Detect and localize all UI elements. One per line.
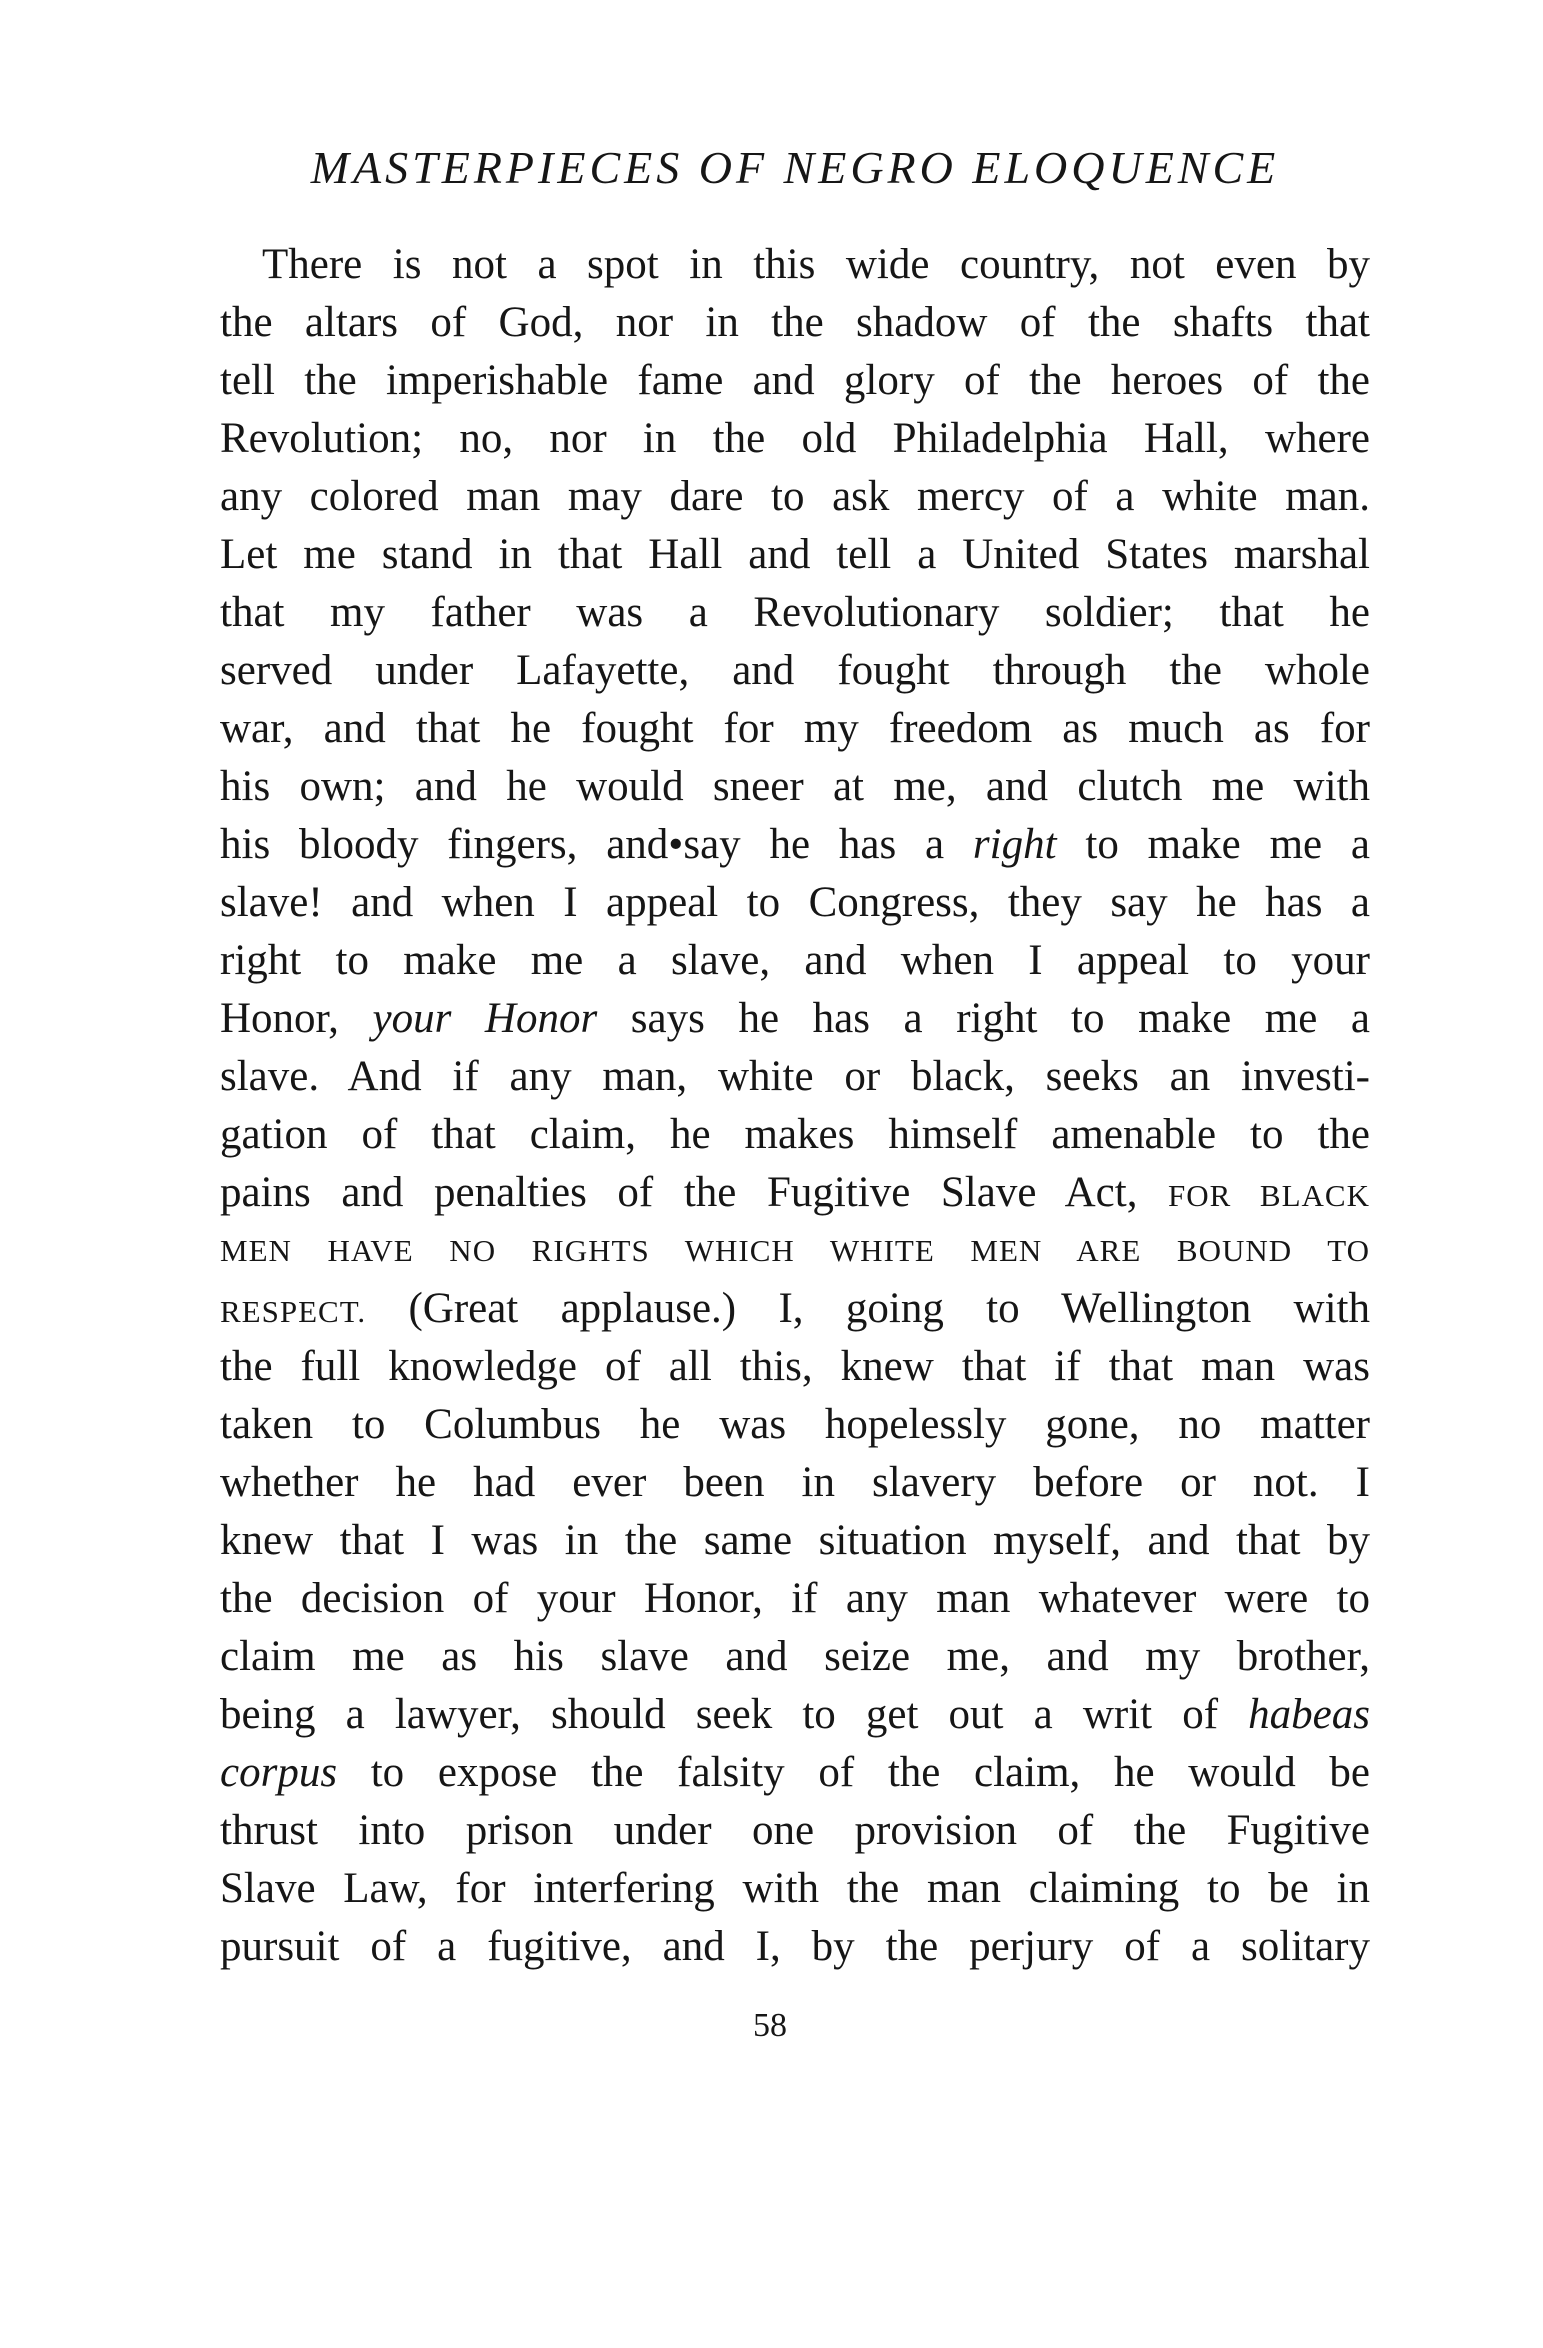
text-line: [220, 1744, 1370, 1802]
text-line: claim me as his slave and seize me, and my brother,: [220, 1633, 1370, 1680]
page-number: 58: [753, 2007, 787, 2044]
text-line: tell the imperishable fame and glory of the heroes of the: [220, 357, 1370, 404]
text-line: war, and that he fought for my freedom as much as for: [220, 705, 1370, 752]
text-line: the full knowledge of all this, knew that if that man was: [220, 1343, 1370, 1390]
text-line: the altars of God, nor in the shadow of the shafts that: [220, 299, 1370, 346]
text-segment: to expose the falsity of the claim, he would be: [337, 1749, 1370, 1796]
text-line: [220, 1164, 1370, 1222]
text-line: knew that I was in the same situation myself, and that by: [220, 1517, 1370, 1564]
text-segment: pains and penalties of the Fugitive Slave Act,: [220, 1169, 1169, 1216]
text-line: Let me stand in that Hall and tell a United States marshal: [220, 531, 1370, 578]
text-line: Revolution; no, nor in the old Philadelphia Hall, where: [220, 415, 1370, 462]
running-header: MASTERPIECES OF NEGRO ELOQUENCE: [310, 142, 1280, 193]
small-caps-line: MEN HAVE NO RIGHTS WHICH WHITE MEN ARE BOUND TO: [220, 1233, 1370, 1268]
text-line: [220, 1686, 1370, 1744]
small-caps-text: FOR BLACK: [1168, 1178, 1370, 1213]
italic-text: right: [972, 821, 1057, 868]
text-line: [220, 1280, 1370, 1338]
text-line: his own; and he would sneer at me, and clutch me with: [220, 763, 1370, 810]
text-line: served under Lafayette, and fought through the whole: [220, 647, 1370, 694]
text-segment: Honor,: [220, 995, 373, 1042]
italic-text: habeas: [1248, 1691, 1370, 1738]
text-line: Slave Law, for interfering with the man claiming to be in: [220, 1865, 1370, 1912]
text-line: [220, 816, 1370, 874]
text-line: whether he had ever been in slavery before or not. I: [220, 1459, 1370, 1506]
text-line: There is not a spot in this wide country, not even by: [262, 241, 1370, 288]
small-caps-text: RESPECT.: [220, 1294, 367, 1329]
text-line: thrust into prison under one provision of the Fugitive: [220, 1807, 1370, 1854]
text-segment: to make me a: [1056, 821, 1370, 868]
text-segment: his bloody fingers, and•say he has a: [220, 821, 973, 868]
text-segment: being a lawyer, should seek to get out a writ of: [220, 1691, 1249, 1738]
text-segment: says he has a right to make me a: [597, 995, 1370, 1042]
italic-text: your Honor: [372, 995, 598, 1042]
text-line: any colored man may dare to ask mercy of a white man.: [220, 473, 1370, 520]
italic-text: corpus: [220, 1749, 338, 1796]
text-line: gation of that claim, he makes himself amenable to the: [220, 1111, 1370, 1158]
text-line: pursuit of a fugitive, and I, by the perjury of a solitary: [220, 1923, 1370, 1970]
text-line: the decision of your Honor, if any man whatever were to: [220, 1575, 1370, 1622]
text-line: taken to Columbus he was hopelessly gone, no matter: [220, 1401, 1370, 1448]
text-line: [220, 990, 1370, 1048]
text-line: slave! and when I appeal to Congress, they say he has a: [220, 879, 1370, 926]
text-line: that my father was a Revolutionary soldier; that he: [220, 589, 1370, 636]
text-line: right to make me a slave, and when I appeal to your: [220, 937, 1370, 984]
text-line: slave. And if any man, white or black, seeks an investi-: [220, 1053, 1370, 1100]
text-segment: (Great applause.) I, going to Wellington with: [366, 1285, 1370, 1332]
